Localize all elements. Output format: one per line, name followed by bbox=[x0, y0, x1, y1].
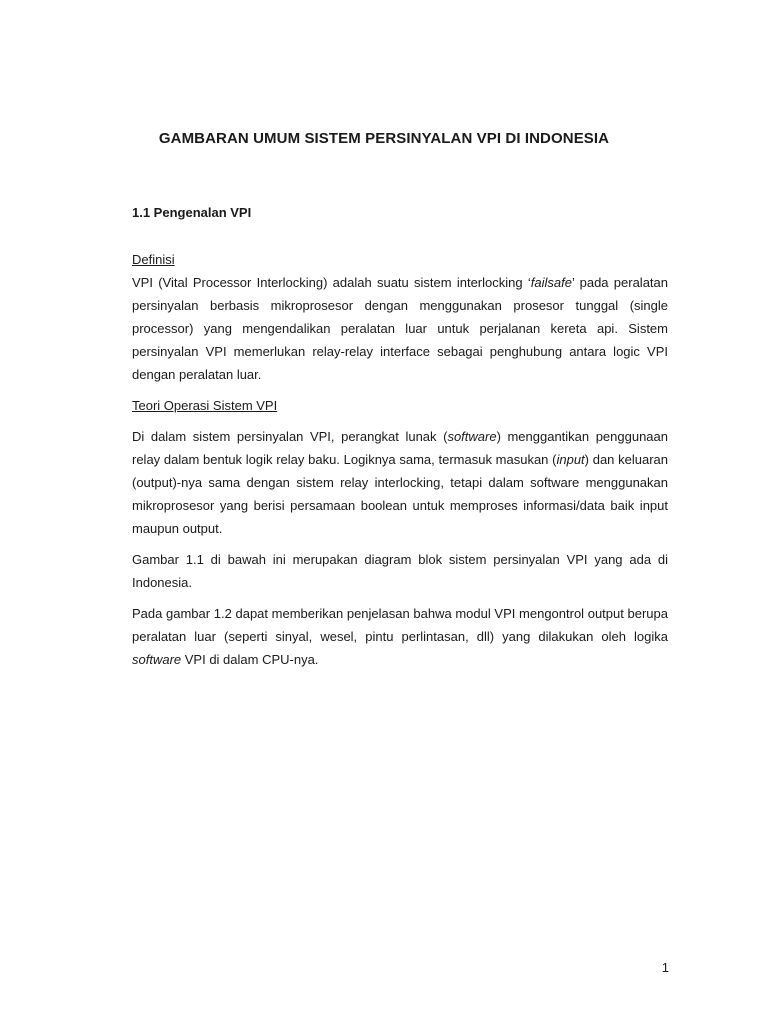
teori-paragraph-1 bbox=[132, 425, 668, 540]
teori-p1-italic-input: input bbox=[556, 452, 585, 467]
document-body bbox=[132, 248, 668, 679]
teori-heading: Teori Operasi Sistem VPI bbox=[132, 398, 278, 413]
document-title: GAMBARAN UMUM SISTEM PERSINYALAN VPI DI INDONESIA bbox=[158, 130, 610, 147]
definisi-text-b: ’ pada peralatan persinyalan berbasis mikroprosesor dengan menggunakan prosesor tunggal (single processor) yang mengendalikan peralatan luar untuk perjalanan kereta api. Sistem persinyalan VPI memerlukan relay-relay interface sebagai penghubung antara logic VPI dengan peralatan luar. bbox=[132, 275, 668, 382]
teori-paragraph-3 bbox=[132, 602, 668, 671]
teori-p3-text-b: VPI di dalam CPU-nya. bbox=[181, 652, 319, 667]
definisi-paragraph bbox=[132, 271, 668, 386]
page-number: 1 bbox=[661, 960, 669, 975]
teori-p1-text-a: Di dalam sistem persinyalan VPI, perangkat lunak ( bbox=[132, 429, 448, 444]
teori-p3-italic-software: software bbox=[132, 652, 182, 667]
teori-p1-text-c: ) dan keluaran (output)-nya sama dengan sistem relay interlocking, tetapi dalam software menggunakan mikroprosesor yang berisi persamaan boolean untuk memproses informasi/data baik input maupun output. bbox=[132, 452, 668, 536]
teori-paragraph-2: Gambar 1.1 di bawah ini merupakan diagram blok sistem persinyalan VPI yang ada di Indonesia. bbox=[132, 552, 668, 590]
definisi-heading: Definisi bbox=[132, 252, 175, 267]
teori-p1-italic-software: software bbox=[447, 429, 497, 444]
teori-p1-text-b: ) menggantikan penggunaan relay dalam bentuk logik relay baku. Logiknya sama, termasuk masukan ( bbox=[132, 429, 668, 467]
definisi-text-italic: failsafe bbox=[530, 275, 572, 290]
definisi-text-a: VPI (Vital Processor Interlocking) adalah suatu sistem interlocking ‘ bbox=[132, 275, 531, 290]
section-heading: 1.1 Pengenalan VPI bbox=[132, 205, 252, 220]
teori-p3-text-a: Pada gambar 1.2 dapat memberikan penjelasan bahwa modul VPI mengontrol output berupa peralatan luar (seperti sinyal, wesel, pintu perlintasan, dll) yang dilakukan oleh logika bbox=[132, 606, 668, 644]
